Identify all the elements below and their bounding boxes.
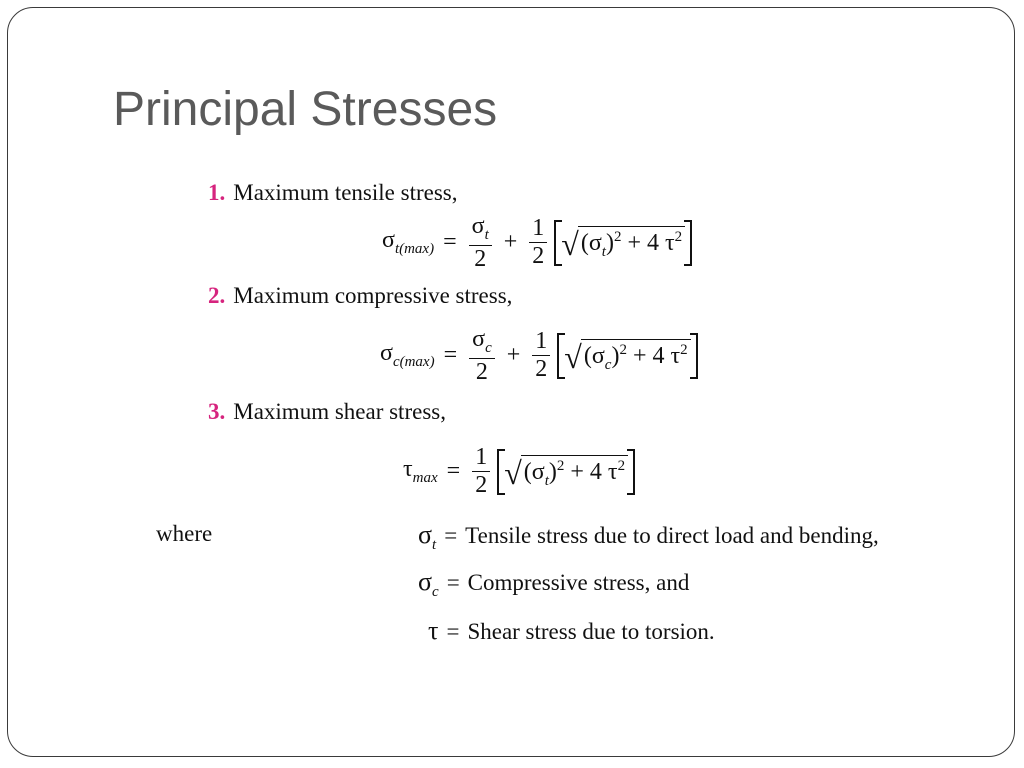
definition-symbol: $\sigma_c$: [418, 567, 439, 601]
item-heading-shear: [208, 399, 446, 425]
bracket: [497, 449, 635, 495]
square-root: √ $(\sigma_c)^2 + 4$ $\tau^2$: [564, 339, 690, 373]
definition-text: Shear stress due to torsion.: [467, 619, 715, 644]
definition-symbol: τ: [428, 616, 439, 645]
fraction: $\frac{\sigma_t}{2}$: [469, 214, 492, 272]
item-text: Maximum compressive stress,: [233, 283, 513, 308]
bracket: [557, 333, 697, 379]
lhs: $\tau_{max}$: [403, 456, 438, 487]
definition-symbol: $\sigma_t$: [418, 520, 437, 554]
definition-text: Tensile stress due to direct load and bending,: [465, 523, 879, 548]
square-root: √ $(\sigma_t)^2 + 4$ $\tau^2$: [504, 455, 628, 489]
item-number: 2.: [208, 283, 226, 308]
lhs: $\sigma_{t(max)}$: [382, 227, 435, 258]
item-number: 1.: [208, 180, 226, 205]
slide-title: Principal Stresses: [113, 83, 498, 136]
square-root: √ $(\sigma_t)^2 + 4$ $\tau^2$: [561, 226, 685, 260]
item-number: 3.: [208, 399, 226, 424]
equation-compressive: $\sigma_{c(max)}$ = $\frac{\sigma_c}{2}$ + $\frac{1}{2}$ √ $(\sigma_c)^2 + 4$ $\tau^2$: [380, 327, 698, 385]
lhs: $\sigma_{c(max)}$: [380, 340, 435, 371]
item-text: Maximum tensile stress,: [233, 180, 458, 205]
equation-tensile: $\sigma_{t(max)}$ = $\frac{\sigma_t}{2}$ + $\frac{1}{2}$ √ $(\sigma_t)^2 + 4$ $\tau^2$: [382, 214, 692, 272]
where-label: where: [156, 521, 213, 546]
item-heading-tensile: [208, 180, 457, 206]
fraction-half: $\frac{1}{2}$: [532, 329, 550, 382]
item-heading-compressive: [208, 283, 512, 309]
fraction: $\frac{\sigma_c}{2}$: [469, 327, 495, 385]
item-text: Maximum shear stress,: [233, 399, 446, 424]
fraction-half: $\frac{1}{2}$: [529, 216, 547, 269]
definition-compressive: $\sigma_c$ = Compressive stress, and: [418, 567, 690, 601]
bracket: [554, 220, 692, 266]
definition-tensile: $\sigma_t$ = Tensile stress due to direct load and bending,: [418, 520, 879, 554]
equation-shear: $\tau_{max}$ = $\frac{1}{2}$ √ $(\sigma_t)^2 + 4$ $\tau^2$: [403, 445, 635, 498]
definition-shear: τ = Shear stress due to torsion.: [428, 616, 715, 650]
fraction-half: $\frac{1}{2}$: [472, 445, 490, 498]
definition-text: Compressive stress, and: [467, 570, 690, 595]
